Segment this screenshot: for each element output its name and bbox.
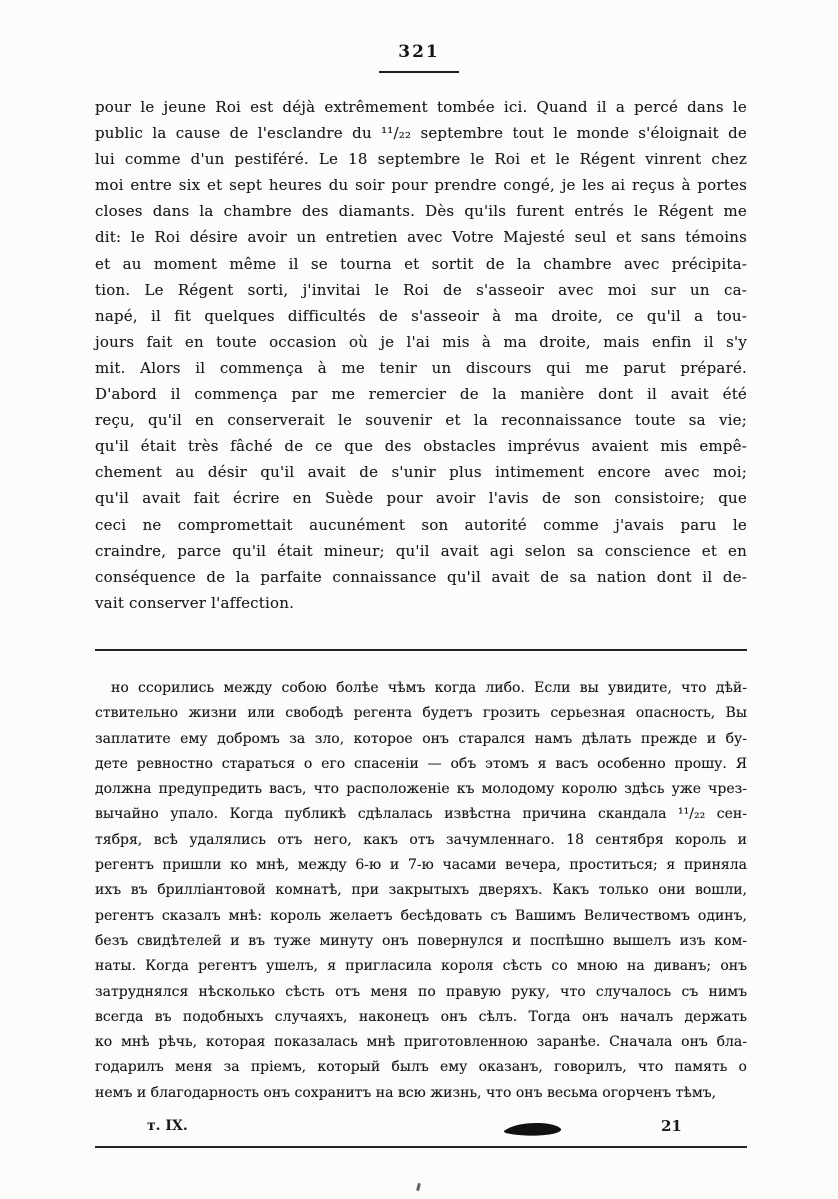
text-line: затруднялся нѣсколько сѣсть отъ меня по правую руку, что случалось съ нимъ [95, 983, 747, 1000]
page-footer [95, 1116, 747, 1140]
text-line: closes dans la chambre des diamants. Dès qu'ils furent entrés le Régent me [95, 202, 747, 221]
text-line: всегда въ подобныхъ случаяхъ, наконецъ онъ сѣлъ. Тогда онъ началъ держать [95, 1008, 747, 1025]
text-line: lui comme d'un pestiféré. Le 18 septembre le Roi et le Régent vinrent chez [95, 150, 747, 169]
text-line: вычайно упало. Когда публикѣ сдѣлалась извѣстна причина скандала ¹¹/₂₂ сен- [95, 806, 747, 823]
text-line: qu'il était très fâché de ce que des obstacles imprévus avaient mis empê- [95, 437, 747, 456]
text-line: ко мнѣ рѣчь, которая показалась мнѣ приготовленною заранѣе. Сначала онъ бла- [95, 1034, 747, 1051]
french-paragraph [95, 94, 747, 616]
text-line: chement au désir qu'il avait de s'unir plus intimement encore avec moi; [95, 463, 747, 482]
russian-paragraph [95, 676, 747, 1106]
ink-speck [416, 1183, 421, 1191]
text-line: tion. Le Régent sorti, j'invitai le Roi de s'asseoir avec moi sur un ca- [95, 280, 747, 299]
footer-page-number: 21 [661, 1117, 682, 1135]
text-line: public la cause de l'esclandre du ¹¹/₂₂ septembre tout le monde s'éloignait de [95, 124, 747, 143]
text-line: D'abord il commença par me remercier de la manière dont il avait été [95, 385, 747, 404]
text-line: vait conserver l'affection. [95, 593, 295, 612]
text-line: наты. Когда регентъ ушелъ, я пригласила короля сѣсть со мною на диванъ; онъ [95, 958, 747, 975]
text-line: ceci ne compromettait aucunément son autorité comme j'avais paru le [95, 515, 747, 534]
volume-label: т. IX. [147, 1118, 188, 1134]
section-divider [95, 649, 747, 651]
text-line: регентъ пришли ко мнѣ, между 6-ю и 7-ю часами вечера, проститься; я приняла [95, 857, 747, 874]
text-line: mit. Alors il commença à me tenir un discours qui me parut préparé. [95, 358, 747, 377]
text-line: годарилъ меня за пріемъ, который былъ ему оказанъ, говорилъ, что память о [95, 1059, 747, 1076]
text-line: moi entre six et sept heures du soir pour prendre congé, je les ai reçus à portes [95, 176, 747, 195]
text-line: pour le jeune Roi est déjà extrêmement tombée ici. Quand il a percé dans le [95, 98, 747, 116]
page-number-underline [379, 71, 459, 73]
text-line: безъ свидѣтелей и въ туже минуту онъ повернулся и поспѣшно вышелъ изъ ком- [95, 932, 747, 949]
text-line: тября, всѣ удалялись отъ него, какъ отъ зачумленнаго. 18 сентября король и [95, 831, 747, 848]
footer-rule [95, 1146, 747, 1148]
text-line: reçu, qu'il en conserverait le souvenir et la reconnaissance toute sa vie; [95, 411, 747, 430]
text-line: dit: le Roi désire avoir un entretien avec Votre Majesté seul et sans témoins [95, 228, 747, 247]
text-line: jours fait en toute occasion où je l'ai mis à ma droite, mais enfin il s'y [95, 332, 747, 351]
ink-smudge [503, 1122, 563, 1137]
text-line: napé, il fit quelques difficultés de s'asseoir à ma droite, ce qu'il a tou- [95, 306, 747, 325]
page-number: 321 [398, 42, 440, 62]
text-line: немъ и благодарность онъ сохранитъ на всю жизнь, что онъ весьма огорченъ тѣмъ, [95, 1084, 717, 1101]
text-line: qu'il avait fait écrire en Suède pour avoir l'avis de son consistoire; que [95, 489, 747, 508]
text-line: должна предупредить васъ, что расположеніе къ молодому королю здѣсь уже чрез- [95, 781, 747, 798]
text-line: conséquence de la parfaite connaissance qu'il avait de sa nation dont il de- [95, 567, 747, 586]
text-line: et au moment même il se tourna et sortit de la chambre avec précipita- [95, 254, 747, 273]
text-line: регентъ сказалъ мнѣ: король желаетъ бесѣдовать съ Вашимъ Величествомъ одинъ, [95, 907, 747, 924]
text-line: заплатите ему добромъ за зло, которое онъ старался намъ дѣлать прежде и бу- [95, 730, 747, 747]
text-line: дете ревностно стараться о его спасеніи — объ этомъ я васъ особенно прошу. Я [95, 755, 747, 772]
page-header [0, 42, 838, 62]
text-line: но ссорились между собою болѣе чѣмъ когда либо. Если вы увидите, что дѣй- [111, 680, 747, 696]
text-line: ихъ въ брилліантовой комнатѣ, при закрытыхъ дверяхъ. Какъ только они вошли, [95, 882, 747, 899]
text-line: craindre, parce qu'il était mineur; qu'il avait agi selon sa conscience et en [95, 541, 747, 560]
text-line: ствительно жизни или свободѣ регента будетъ грозить серьезная опасность, Вы [95, 705, 747, 722]
